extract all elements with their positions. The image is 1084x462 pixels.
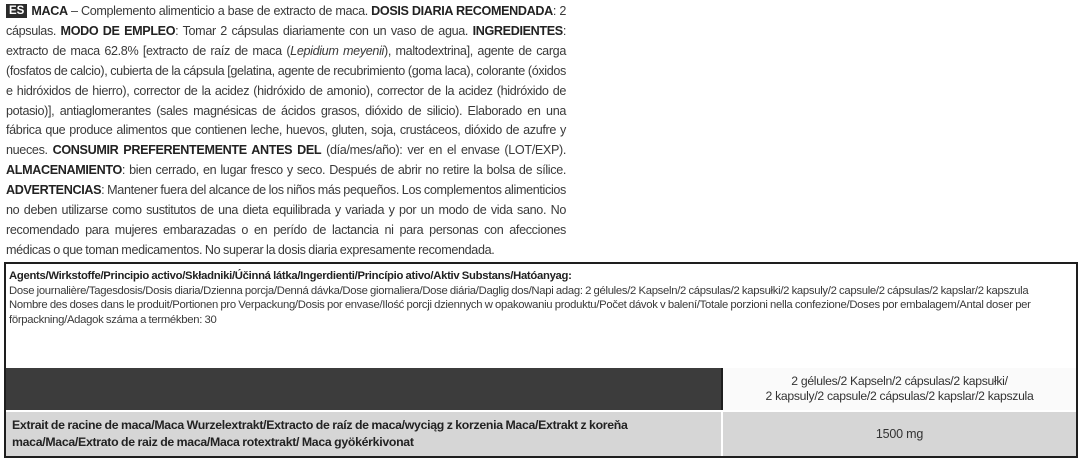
description-heading: MACA [31,4,68,18]
ingredient-amount-cell: 1500 mg [721,412,1076,456]
daily-dose-line: Dose journalière/Tagesdosis/Dosis diaria/Dzienna porcja/Denná dávka/Dose giornaliera/Dose diária/Daglig dos/Napi adag: 2 gélules/2 Kapseln/2 cápsulas/2 kapsułki/2 kapsuly/2 capsule/2 cápsulas/2 kapslar/2 kapszula [9,284,1029,297]
description-segment: : 2 cápsulas. [6,4,566,38]
dose-header-line-2: 2 kapsuly/2 capsule/2 cápsulas/2 kapslar/2 kapszula [765,389,1034,403]
description-heading: DOSIS DIARIA RECOMENDADA [371,4,553,18]
agents-heading: Agents/Wirkstoffe/Principio activo/Składniki/Účinná látka/Ingerdienti/Princípio ativo/Aktiv Substans/Hatóanyag: [9,270,572,282]
description-segment: ), maltodextrina], agente de carga (fosfatos de calcio), cubierta de la cápsula [gelatina, agente de recubrimiento (goma laca), colorante (óxidos e hidróxidos de hierro), corrector de la acidez (hidróxido de amonio), corrector de la acidez (hidróxido de potasio)], antiaglomerantes (sales magnésicas de ácidos grasos, dióxido de silicio). Elaborado en una fábrica que produce alimentos que contienen leche, huevos, gluten, soja, crustáceos, dióxido de azufre y nueces. [6,43,566,158]
description-segment: : Tomar 2 cápsulas diariamente con un vaso de agua. [175,23,473,38]
nutrition-table [4,262,1078,458]
dose-header-line-1: 2 gélules/2 Kapseln/2 cápsulas/2 kapsułki/ [791,373,1008,388]
ingredient-name-cell: Extrait de racine de maca/Maca Wurzelextrakt/Extracto de raíz de maca/wyciąg z korzenia Maca/Extrakt z koreňa maca/Maca/Extrato de raiz de maca/Maca rotextrakt/ Maca gyökérkivonat [12,418,628,449]
table-header-row [6,368,1076,410]
description-heading: ALMACENAMIENTO [6,163,122,178]
description-segment: – Complemento alimenticio a base de extracto de maca. [67,4,372,18]
description-heading: MODO DE EMPLEO [60,23,176,38]
doses-per-pack-line: Nombre des doses dans le produit/Portionen pro Verpackung/Dosis por envase/Ilość porcji dziennych w opakowaniu produktu/Počet dávok v balení/Totale porzioni nella confezione/Doses por embalagem/Antal doser per förpackning/Adagok száma a termékben: 30 [9,299,1031,326]
description-heading: INGREDIENTES [472,23,563,38]
description-heading: CONSUMIR PREFERENTEMENTE ANTES DEL [52,143,322,158]
table-row [6,412,1076,456]
description-text [6,4,566,257]
dose-column-header [721,368,1076,410]
description-segment: Lepidium meyenii [290,43,384,58]
description-segment: (día/mes/año): ver en el envase (LOT/EXP). [321,143,566,158]
description-segment: : extracto de maca 62.8% [extracto de raíz de maca ( [6,23,566,58]
table-info-block [9,269,1072,327]
description-segment: : bien cerrado, en lugar fresco y seco. Después de abrir no retire la bolsa de sílice. [121,163,566,178]
header-blank-cell [6,368,721,410]
description-heading: ADVERTENCIAS [6,183,102,198]
description-segment: : Mantener fuera del alcance de los niños más pequeños. Los complementos alimenticios no deben utilizarse como sustitutos de una dieta equilibrada y variada y por un modo de vida sano. No recomendado para mujeres embarazadas o en perído de lactancia ni para personas con afecciones médicas o que toman medicamentos. No superar la dosis diaria expresamente recomendada. [6,183,566,257]
spanish-description [6,2,566,261]
language-badge: ES [6,4,27,18]
